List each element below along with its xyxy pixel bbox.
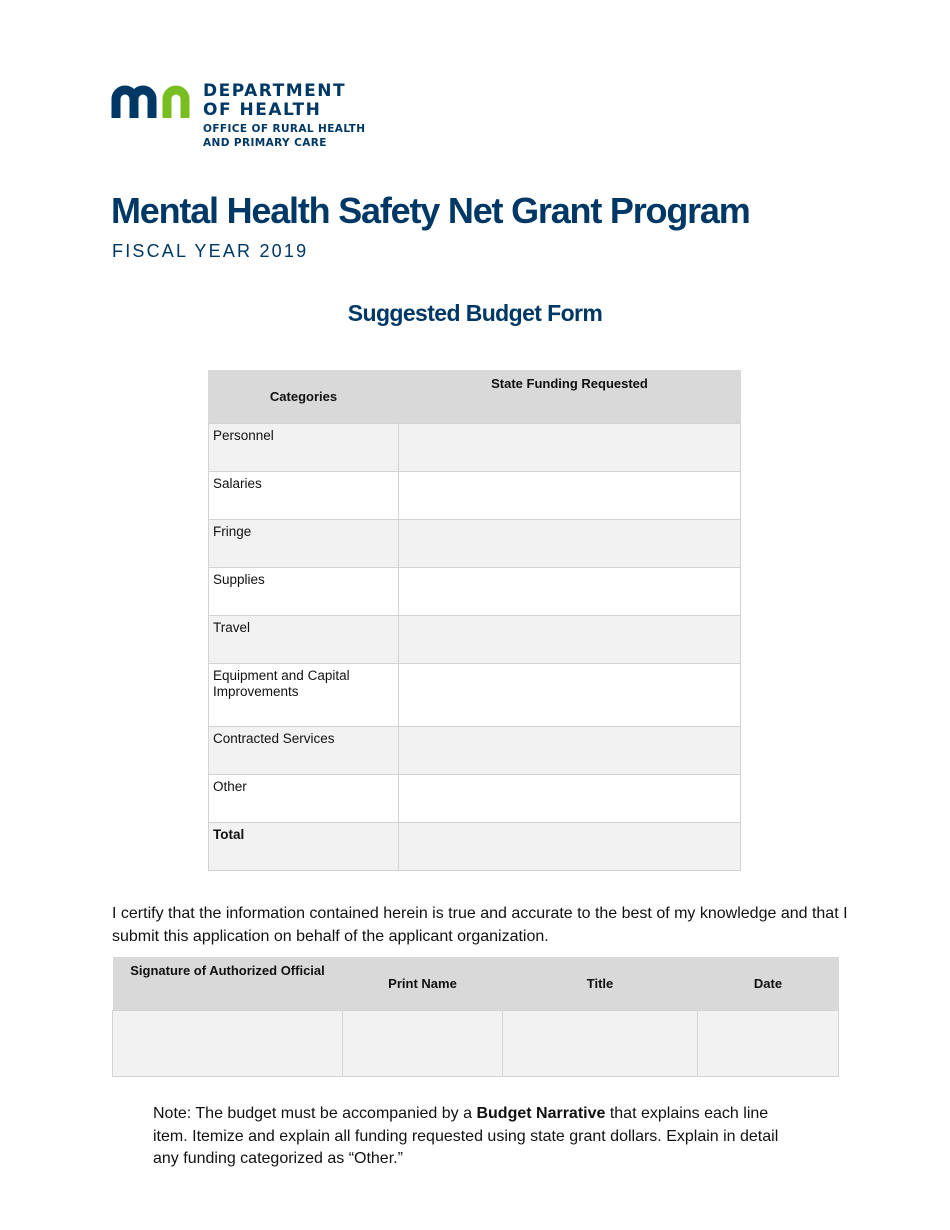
- signature-entry-row: [113, 1011, 839, 1077]
- note-text-start: Note: The budget must be accompanied by a: [153, 1105, 477, 1122]
- amount-fringe[interactable]: [399, 520, 741, 568]
- amount-equipment[interactable]: [399, 664, 741, 727]
- header-title: Title: [503, 957, 698, 1011]
- budget-row-travel: [209, 616, 741, 664]
- budget-row-fringe: [209, 520, 741, 568]
- category-supplies: Supplies: [209, 568, 399, 616]
- logo-primary-care: AND PRIMARY CARE: [203, 137, 327, 149]
- budget-row-other: [209, 775, 741, 823]
- signature-table: [112, 957, 839, 1077]
- logo-of-health: OF HEALTH: [203, 100, 322, 120]
- category-salaries: Salaries: [209, 472, 399, 520]
- logo-text: [203, 82, 365, 150]
- budget-header-row: [209, 370, 741, 424]
- fiscal-year-subtitle: FISCAL YEAR 2019: [112, 241, 309, 261]
- header-date: Date: [698, 957, 839, 1011]
- budget-row-supplies: [209, 568, 741, 616]
- amount-travel[interactable]: [399, 616, 741, 664]
- header-state-funding: State Funding Requested: [399, 370, 741, 424]
- budget-row-total: [209, 823, 741, 871]
- certification-statement: I certify that the information contained herein is true and accurate to the best of my knowledge and that I submit this application on behalf of the applicant organization.: [112, 905, 848, 945]
- amount-personnel[interactable]: [399, 424, 741, 472]
- budget-note: [153, 1103, 793, 1171]
- budget-row-equipment: [209, 664, 741, 727]
- logo-office: OFFICE OF RURAL HEALTH: [203, 123, 366, 135]
- signature-header-row: [113, 957, 839, 1011]
- category-contracted: Contracted Services: [209, 727, 399, 775]
- amount-salaries[interactable]: [399, 472, 741, 520]
- header-categories: Categories: [209, 370, 399, 424]
- budget-row-salaries: [209, 472, 741, 520]
- budget-row-contracted: [209, 727, 741, 775]
- budget-table: [208, 370, 741, 871]
- title-field[interactable]: [503, 1011, 698, 1077]
- category-total: Total: [209, 823, 399, 871]
- amount-total[interactable]: [399, 823, 741, 871]
- amount-contracted[interactable]: [399, 727, 741, 775]
- signature-field[interactable]: [113, 1011, 343, 1077]
- category-travel: Travel: [209, 616, 399, 664]
- date-field[interactable]: [698, 1011, 839, 1077]
- category-fringe: Fringe: [209, 520, 399, 568]
- header-print-name: Print Name: [343, 957, 503, 1011]
- note-budget-narrative: Budget Narrative: [476, 1105, 606, 1122]
- budget-row-personnel: [209, 424, 741, 472]
- category-personnel: Personnel: [209, 424, 399, 472]
- logo-department: DEPARTMENT: [203, 81, 347, 101]
- amount-supplies[interactable]: [399, 568, 741, 616]
- category-other: Other: [209, 775, 399, 823]
- print-name-field[interactable]: [343, 1011, 503, 1077]
- form-title: Suggested Budget Form: [347, 300, 603, 326]
- mn-logo-icon: [111, 85, 191, 119]
- header-signature: Signature of Authorized Official: [113, 957, 343, 1011]
- amount-other[interactable]: [399, 775, 741, 823]
- document-title: Mental Health Safety Net Grant Program: [111, 190, 750, 231]
- note-text-end: that explains each line item. Itemize and explain all funding requested using state grant dollars. Explain in detail any funding categorized as “Other.”: [153, 1105, 779, 1167]
- category-equipment: Equipment and Capital Improvements: [209, 664, 399, 727]
